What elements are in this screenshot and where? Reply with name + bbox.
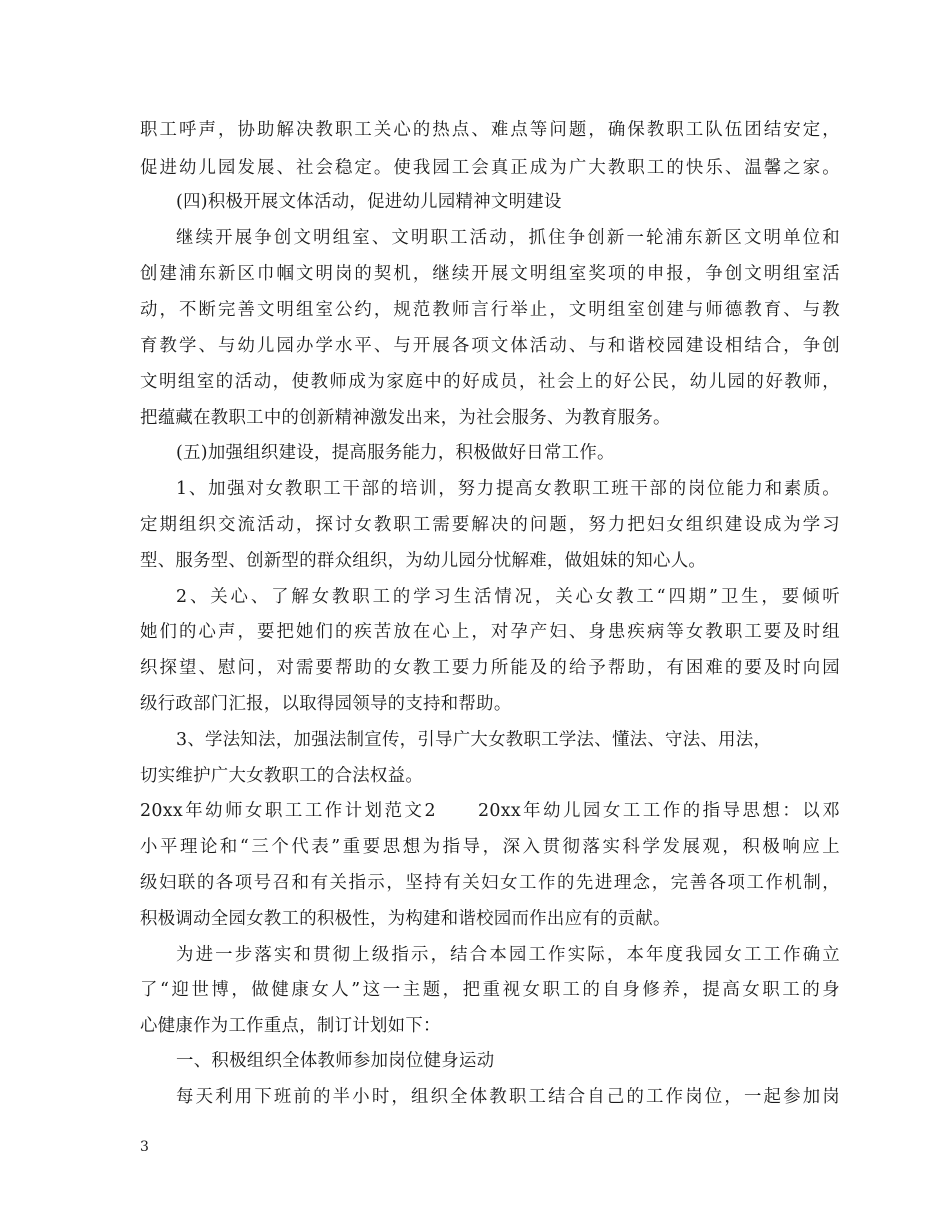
body-line-12: 定期组织交流活动，探讨女教职工需要解决的问题，努力把妇女组织建设成为学习 xyxy=(140,515,840,535)
body-line-6: 动，不断完善文明组室公约，规范教师言行举止，文明组室创建与师德教育、与教 xyxy=(140,300,840,320)
page-number: 3 xyxy=(140,1139,149,1155)
body-line-21: 小平理论和“三个代表”重要思想为指导，深入贯彻落实科学发展观，积极响应上 xyxy=(140,837,840,857)
body-line-19: 切实维护广大女教职工的合法权益。 xyxy=(140,766,424,786)
body-line-11: 1、加强对女教职工干部的培训，努力提高女教职工班干部的岗位能力和素质。 xyxy=(176,479,840,499)
body-line-25: 了“迎世博，做健康女人”这一主题，把重视女职工的自身修养，提高女职工的身 xyxy=(140,980,840,1000)
section-heading-4: (四)积极开展文体活动，促进幼儿园精神文明建设 xyxy=(176,192,562,212)
body-line-26: 心健康作为工作重点，制订计划如下： xyxy=(140,1016,441,1036)
body-line-5: 创建浦东新区巾帼文明岗的契机，继续开展文明组室奖项的申报，争创文明组室活 xyxy=(140,264,840,284)
body-line-28: 每天利用下班前的半小时，组织全体教职工结合自己的工作岗位，一起参加岗 xyxy=(176,1087,840,1107)
body-line-2: 促进幼儿园发展、社会稳定。使我园工会真正成为广大教职工的快乐、温馨之家。 xyxy=(140,158,840,178)
body-line-18: 3、学法知法，加强法制宣传，引导广大女教职工学法、懂法、守法、用法， xyxy=(176,730,772,750)
body-line-17: 级行政部门汇报，以取得园领导的支持和帮助。 xyxy=(140,694,512,714)
body-line-13: 型、服务型、创新型的群众组织，为幼儿园分忧解难，做姐妹的知心人。 xyxy=(140,551,707,571)
body-line-4: 继续开展争创文明组室、文明职工活动，抓住争创新一轮浦东新区文明单位和 xyxy=(176,228,840,248)
body-line-24: 为进一步落实和贯彻上级指示，结合本园工作实际，本年度我园女工工作确立 xyxy=(176,945,840,965)
body-line-16: 织探望、慰问，对需要帮助的女教工要力所能及的给予帮助，有困难的要及时向园 xyxy=(140,658,840,678)
body-line-14: 2、关心、了解女教职工的学习生活情况，关心女教工“四期”卫生，要倾听 xyxy=(176,587,840,607)
article-title-line: 20xx年幼师女职工工作计划范文2 20xx年幼儿园女工工作的指导思想：以邓 xyxy=(140,801,840,821)
body-line-15: 她们的心声，要把她们的疾苦放在心上，对孕产妇、身患疾病等女教职工要及时组 xyxy=(140,622,840,642)
body-line-1: 职工呼声，协助解决教职工关心的热点、难点等问题，确保教职工队伍团结安定， xyxy=(140,120,840,140)
section-heading-1: 一、积极组织全体教师参加岗位健身运动 xyxy=(176,1051,495,1071)
section-heading-5: (五)加强组织建设，提高服务能力，积极做好日常工作。 xyxy=(176,443,615,463)
body-line-8: 文明组室的活动，使教师成为家庭中的好成员，社会上的好公民，幼儿园的好教师， xyxy=(140,372,840,392)
body-line-23: 积极调动全园女教工的积极性，为构建和谐校园而作出应有的贡献。 xyxy=(140,909,671,929)
body-line-9: 把蕴藏在教职工中的创新精神激发出来，为社会服务、为教育服务。 xyxy=(140,408,671,428)
body-line-7: 育教学、与幼儿园办学水平、与开展各项文体活动、与和谐校园建设相结合，争创 xyxy=(140,336,840,356)
body-line-22: 级妇联的各项号召和有关指示，坚持有关妇女工作的先进理念，完善各项工作机制， xyxy=(140,873,840,893)
